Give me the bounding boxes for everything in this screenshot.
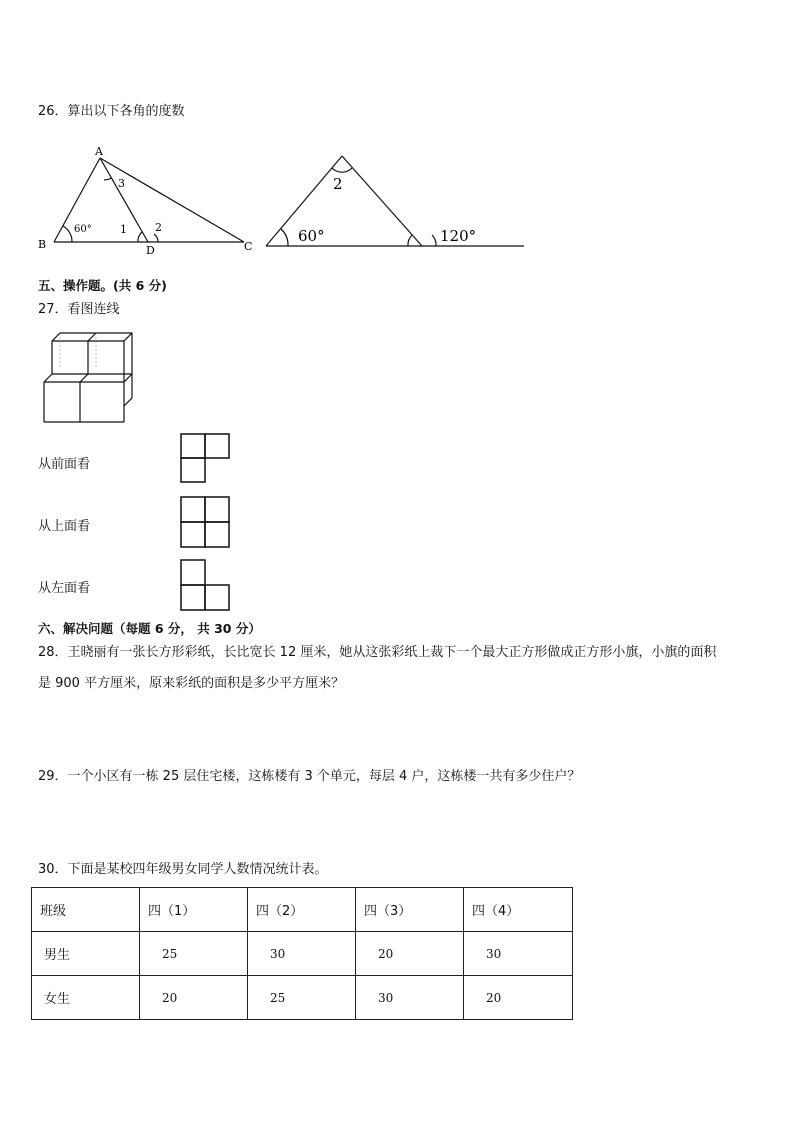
section-6-heading: 六、解决问题（每题 6 分， 共 30 分） xyxy=(38,621,261,636)
label-120-fig2: 120° xyxy=(440,227,477,245)
student-count-table xyxy=(31,887,573,1020)
view-top-label: 从上面看 xyxy=(38,519,91,534)
table-row xyxy=(32,932,573,976)
header-cell: 四（2） xyxy=(248,888,356,932)
label-angle-3: 3 xyxy=(118,177,125,190)
label-angle-1: 1 xyxy=(120,223,127,236)
view-grid-3 xyxy=(181,560,229,610)
label-a: A xyxy=(95,145,103,158)
table-cell: 30 xyxy=(464,932,573,976)
table-cell: 20 xyxy=(140,976,248,1020)
label-60-fig2: 60° xyxy=(298,227,325,245)
row-label: 女生 xyxy=(32,976,140,1020)
table-cell: 30 xyxy=(356,976,464,1020)
q27-text: 27．看图连线 xyxy=(38,302,120,317)
label-angle-2-fig2: 2 xyxy=(333,175,343,193)
view-grid-2 xyxy=(181,497,229,547)
header-cell-class: 班级 xyxy=(32,888,140,932)
table-cell: 30 xyxy=(248,932,356,976)
section-5-heading: 五、操作题。(共 6 分) xyxy=(38,278,167,293)
table-cell: 25 xyxy=(248,976,356,1020)
q26-figures xyxy=(0,0,794,260)
header-cell: 四（3） xyxy=(356,888,464,932)
view-grids xyxy=(178,432,234,616)
table-cell: 20 xyxy=(464,976,573,1020)
q28-line2: 是 900 平方厘米，原来彩纸的面积是多少平方厘米？ xyxy=(38,676,345,691)
q30-text: 30．下面是某校四年级男女同学人数情况统计表。 xyxy=(38,862,328,877)
view-grid-1 xyxy=(181,434,229,482)
label-c: C xyxy=(244,240,253,253)
view-left-label: 从左面看 xyxy=(38,581,91,596)
q26-text: 26．算出以下各角的度数 xyxy=(38,104,185,119)
q29-text: 29．一个小区有一栋 25 层住宅楼，这栋楼有 3 个单元，每层 4 户，这栋楼一共有多少住户？ xyxy=(38,769,581,784)
table-cell: 25 xyxy=(140,932,248,976)
table-row xyxy=(32,976,573,1020)
table-header-row xyxy=(32,888,573,932)
q28-line1: 28．王晓丽有一张长方形彩纸，长比宽长 12 厘米，她从这张彩纸上裁下一个最大正方形做成正方形小旗，小旗的面积 xyxy=(38,645,717,660)
label-angle-b: 60° xyxy=(74,224,92,235)
header-cell: 四（4） xyxy=(464,888,573,932)
view-front-label: 从前面看 xyxy=(38,457,91,472)
cube-stack-figure xyxy=(38,328,133,428)
label-d: D xyxy=(146,244,155,257)
label-angle-2: 2 xyxy=(155,221,162,234)
label-b: B xyxy=(38,238,47,251)
table-cell: 20 xyxy=(356,932,464,976)
row-label: 男生 xyxy=(32,932,140,976)
header-cell: 四（1） xyxy=(140,888,248,932)
